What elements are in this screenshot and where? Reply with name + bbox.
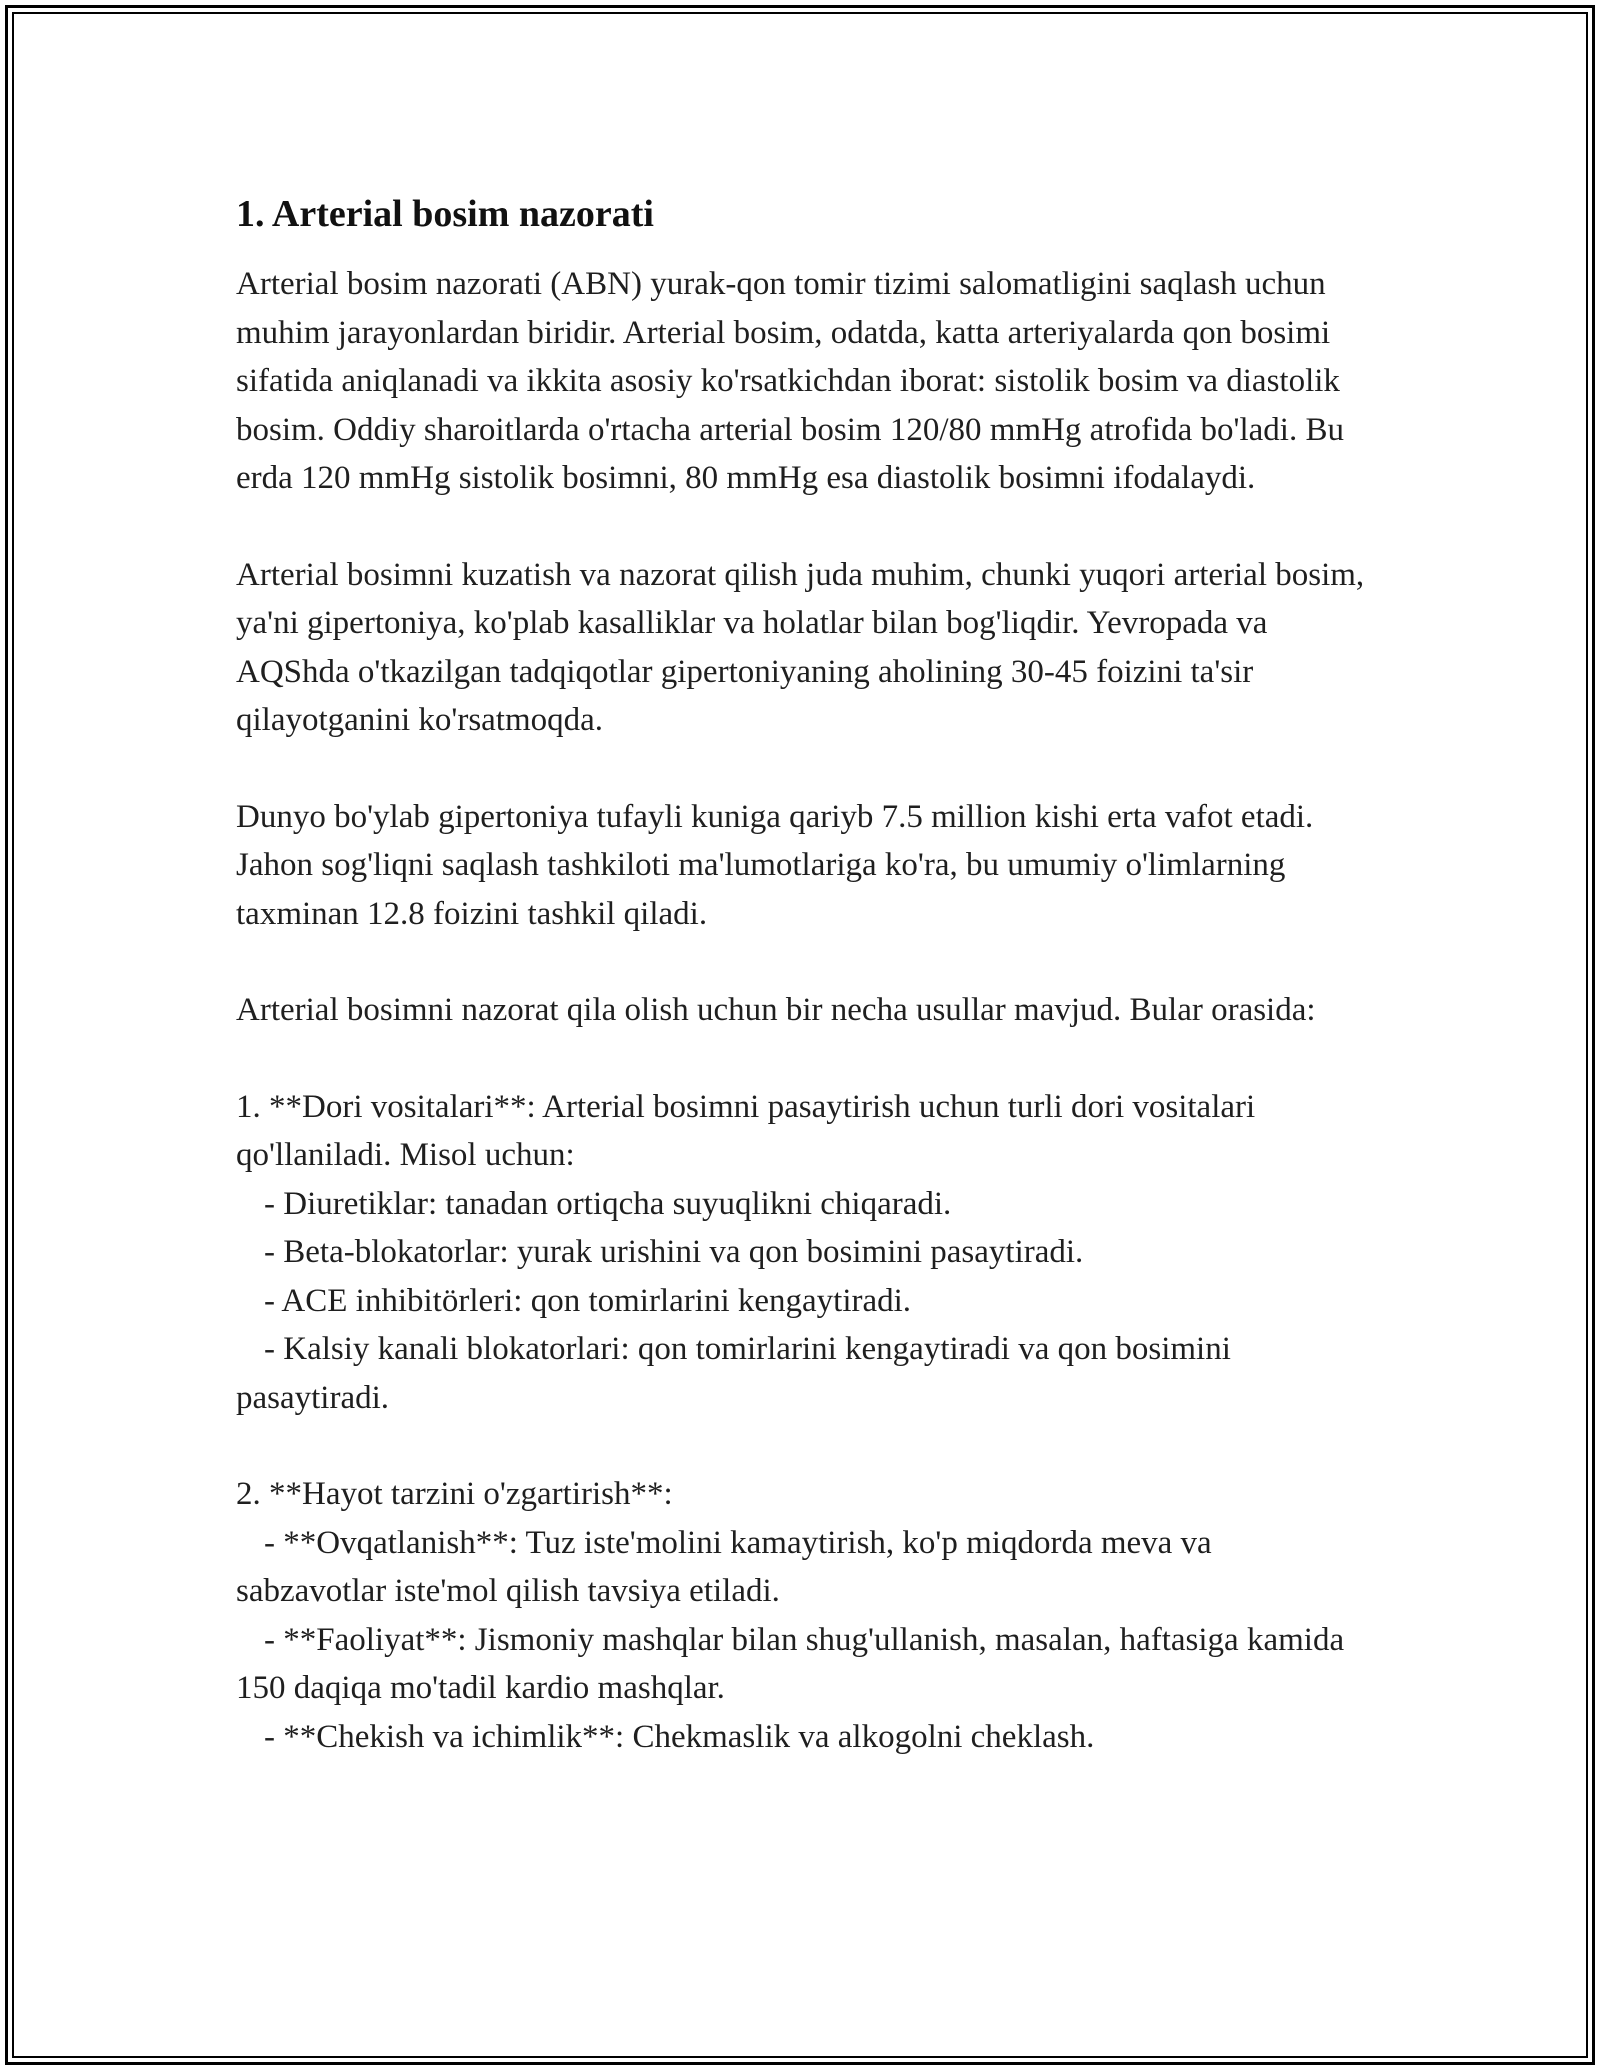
list-medications: [236, 1083, 1366, 1423]
list-item: - **Faoliyat**: Jismoniy mashqlar bilan shug'ullanish, masalan, haftasiga kamida 150 daqiqa mo'tadil kardio mashqlar.: [236, 1621, 1345, 1706]
paragraph-intro: Arterial bosim nazorati (ABN) yurak-qon tomir tizimi salomatligini saqlash uchun muhim jarayonlardan biridir. Arterial bosim, odatda, katta arteriyalarda qon bosimi sifatida aniqlanadi va ikkita asosiy ko'rsatkichdan iborat: sistolik bosim va diastolik bosim. Oddiy sharoitlarda o'rtacha arterial bosim 120/80 mmHg atrofida bo'ladi. Bu erda 120 mmHg sistolik bosimni, 80 mmHg esa diastolik bosimni ifodalaydi.: [236, 266, 1344, 496]
list-item: - Kalsiy kanali blokatorlari: qon tomirlarini kengaytiradi va qon bosimini pasaytiradi.: [236, 1331, 1231, 1416]
paragraph-hypertension: Arterial bosimni kuzatish va nazorat qilish juda muhim, chunki yuqori arterial bosim, ya'ni gipertoniya, ko'plab kasalliklar va holatlar bilan bog'liqdir. Yevropada va AQShda o'tkazilgan tadqiqotlar gipertoniyaning aholining 30-45 foizini ta'sir qilayotganini ko'rsatmoqda.: [236, 556, 1365, 738]
list-intro: 2. **Hayot tarzini o'zgartirish**:: [236, 1476, 673, 1512]
list-intro: 1. **Dori vositalari**: Arterial bosimni pasaytirish uchun turli dori vositalari qo'llaniladi. Misol uchun:: [236, 1088, 1256, 1173]
list-item: - Beta-blokatorlar: yurak urishini va qon bosimini pasaytiradi.: [264, 1234, 1084, 1270]
paragraph-mortality: Dunyo bo'ylab gipertoniya tufayli kuniga qariyb 7.5 million kishi erta vafot etadi. Jahon sog'liqni saqlash tashkiloti ma'lumotlariga ko'ra, bu umumiy o'limlarning taxminan 12.8 foizini tashkil qiladi.: [236, 798, 1314, 932]
document-body: [236, 186, 1366, 1809]
paragraph-methods: Arterial bosimni nazorat qila olish uchun bir necha usullar mavjud. Bular orasida:: [236, 992, 1316, 1028]
list-item: - ACE inhibitörleri: qon tomirlarini kengaytiradi.: [264, 1282, 912, 1319]
list-item: - **Chekish va ichimlik**: Chekmaslik va alkogolni cheklash.: [264, 1718, 1095, 1755]
list-item: - Diuretiklar: tanadan ortiqcha suyuqlikni chiqaradi.: [264, 1185, 952, 1222]
list-item: - **Ovqatlanish**: Tuz iste'molini kamaytirish, ko'p miqdorda meva va sabzavotlar iste'mol qilish tavsiya etiladi.: [236, 1524, 1212, 1609]
section-title: 1. Arterial bosim nazorati: [236, 193, 654, 235]
list-lifestyle: [236, 1470, 1366, 1761]
